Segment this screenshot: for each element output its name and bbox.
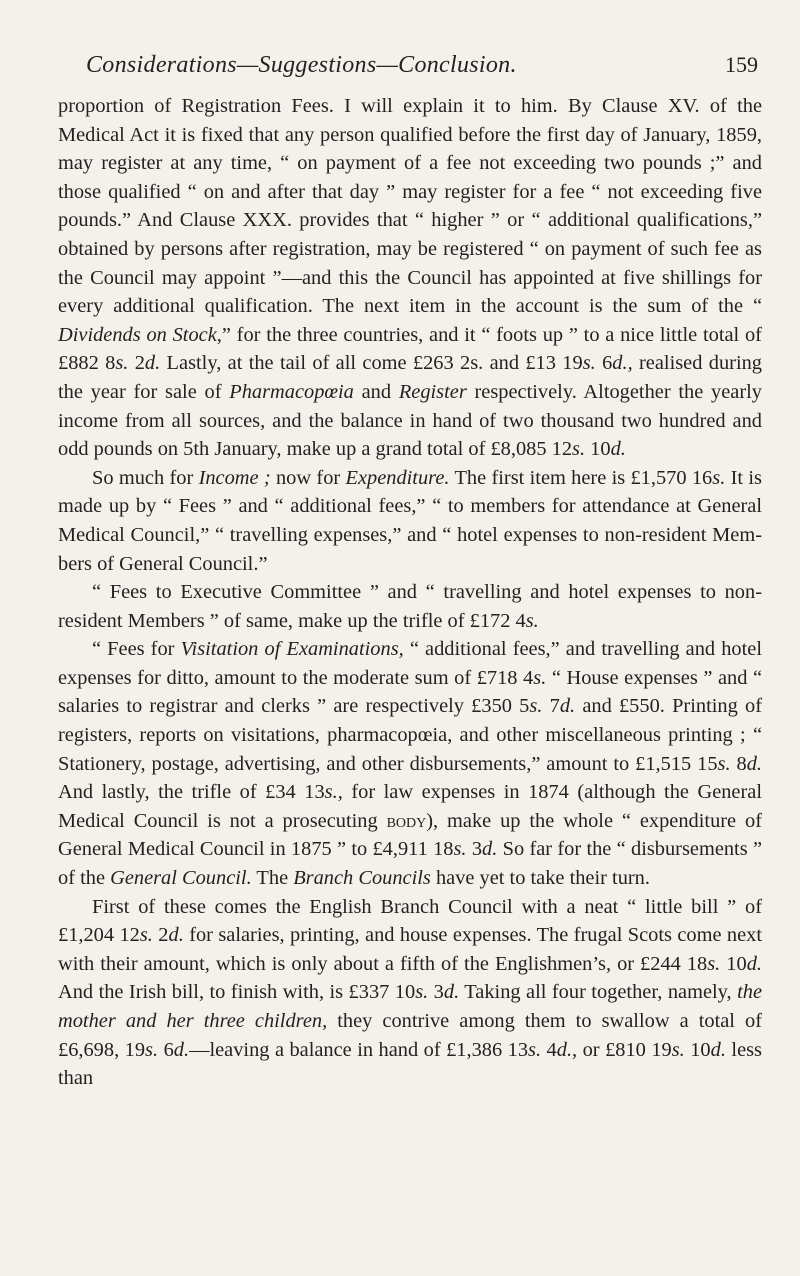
text-segment: So much for [92, 466, 199, 489]
text-segment: s. [145, 1038, 159, 1061]
text-segment: Register [398, 380, 467, 403]
text-segment: s., [324, 781, 343, 804]
text-segment: s. [717, 752, 731, 775]
text-segment: 2 [128, 352, 145, 375]
text-segment: d. [559, 695, 576, 718]
text-segment: —leaving a balance in hand of £1,386 13 [189, 1038, 529, 1061]
text-segment: 2 [152, 924, 169, 947]
text-segment: 10 [684, 1038, 711, 1061]
text-segment: ), make up the whole “ expenditure of General Medical Council in 1875 ” to £4,911 18 [58, 809, 762, 861]
text-segment: 7 [542, 695, 560, 718]
paragraph [58, 464, 762, 578]
text-segment: First of these comes the English Branch Council with a neat “ little bill ” of £1,204 12 [58, 895, 762, 947]
text-segment: d. [168, 924, 184, 947]
text-segment: s. [529, 695, 543, 718]
text-segment: Lastly, at the tail of all come £263 2s. and £13 19 [160, 352, 583, 375]
text-segment: And lastly, the trifle of £34 13 [58, 781, 325, 804]
text-segment: Taking all four together, namely, [459, 981, 738, 1004]
text-segment: realised during the year for sale of [58, 352, 762, 403]
text-segment: s. [415, 981, 429, 1004]
text-segment: It is made up by “ Fees ” and “ additional fees,” “ to members for attendance at General Medical Council,” “ travelling expenses,” and “ hotel expenses to non-resident Members of General Council.” [58, 466, 762, 575]
text-segment: ” for the three countries, and it “ foots up ” to a nice little total of £882 8 [58, 323, 762, 375]
text-segment: Dividends on Stock, [58, 323, 222, 346]
text-segment: 3 [466, 838, 483, 861]
paragraph [58, 635, 762, 892]
text-segment: “ Fees to Executive Committee ” and “ travelling and hotel expenses to non-resident Members ” of same, make up the trifle of £172 4 [58, 581, 762, 632]
text-segment: and [353, 380, 399, 403]
text-segment: Pharmacopœia [229, 380, 354, 403]
paragraph [58, 578, 762, 635]
text-segment: 4 [541, 1038, 557, 1061]
text-segment: d. [173, 1038, 190, 1061]
text-segment: for law expenses in 1874 (although the General Medical Council is not a prosecuting [58, 781, 762, 832]
text-segment: General Council. [110, 867, 252, 890]
text-segment: s. [572, 438, 586, 461]
text-segment: d. [746, 752, 762, 775]
running-head: Considerations—Suggestions—Conclusion. [86, 52, 517, 78]
text-segment: s. [671, 1038, 685, 1061]
text-segment: s. [528, 1038, 542, 1061]
text-segment: 3 [428, 981, 444, 1004]
text-segment: now for [270, 466, 346, 489]
text-segment: body [386, 809, 427, 832]
text-segment: 8 [730, 752, 747, 775]
text-segment: Income ; [198, 466, 271, 489]
text-segment: 10 [585, 438, 611, 461]
text-segment: s. [115, 352, 129, 375]
text-segment: s. [533, 666, 547, 689]
text-segment: d. [610, 438, 626, 461]
text-segment: Expenditure. [345, 466, 450, 489]
text-segment: Branch Councils [293, 867, 431, 890]
body-text [58, 92, 762, 1093]
text-segment: d. [144, 352, 161, 375]
text-segment: the mother and her three children, [58, 981, 763, 1032]
text-segment: for salaries, printing, and house expenses. The frugal Scots come next with their amount, which is only about a fifth of the Englishmen’s, or £244 18 [58, 924, 762, 975]
text-segment: respectively. Altogether the yearly income from all sources, and the balance in hand of two thousand two hundred and odd pounds on 5th January, make up a grand total of £8,085 12 [58, 380, 762, 461]
text-segment: s. [139, 924, 153, 947]
text-segment: And the Irish bill, to finish with, is £337 10 [58, 981, 416, 1004]
text-segment: d. [482, 838, 498, 861]
paragraph [58, 92, 762, 464]
text-segment: s. [453, 838, 467, 861]
text-segment: d. [443, 981, 460, 1004]
text-segment: s. [525, 609, 539, 632]
text-segment: s. [582, 352, 596, 375]
paragraph [58, 893, 762, 1093]
text-segment: “ House expenses ” and “ salaries to registrar and clerks ” are respectively £350 5 [58, 666, 763, 718]
text-segment: and £550. Printing of registers, reports on visitations, pharmacopœia, and other miscellaneous printing ; “ Stationery, postage, advertising, and other disbursements,” amount to £1,515 15 [58, 695, 762, 775]
text-segment: 10 [720, 952, 747, 975]
text-segment: “ Fees for [92, 638, 181, 661]
text-segment: The first item here is £1,570 16 [449, 466, 713, 489]
text-segment: or £810 19 [577, 1038, 672, 1061]
text-segment: proportion of Registration Fees. I will explain it to him. By Clause XV. of the Medical Act it is fixed that any person qualified before the first day of January, 1859, may register at any time, “ on payment of a fee not exceeding two pounds ;” and those qualified “ on and after that day ” may register for a fee “ not exceeding five pounds.” And Clause XXX. provides that “ higher ” or “ additional qualifications,” obtained by persons after registration, may be registered “ on payment of such fee as the Council may appoint ”—and this the Council has appointed at five shillings for every additional qualification. The next item in the account is the sum of the “ [58, 95, 762, 318]
text-segment: they contrive among them to swallow a total of £6,698, 19 [58, 1010, 762, 1061]
text-segment: d., [612, 352, 633, 375]
text-segment: 6 [158, 1038, 174, 1061]
text-segment: less than [58, 1038, 762, 1090]
text-segment: s. [707, 952, 721, 975]
text-segment: Visitation of Examinations, [180, 638, 404, 661]
text-segment: d., [556, 1038, 578, 1061]
page-number: 159 [725, 52, 758, 77]
text-segment: 6 [595, 352, 613, 375]
text-segment: s. [712, 466, 726, 489]
text-segment: d. [746, 952, 762, 975]
text-segment: have yet to take their turn. [430, 867, 650, 890]
text-segment: “ additional fees,” and travelling and hotel expenses for ditto, amount to the moderate sum of £718 4 [58, 638, 762, 689]
text-segment: d. [710, 1038, 726, 1061]
text-segment: The [251, 867, 294, 890]
text-segment: So far for the “ disbursements ” of the [58, 838, 763, 890]
